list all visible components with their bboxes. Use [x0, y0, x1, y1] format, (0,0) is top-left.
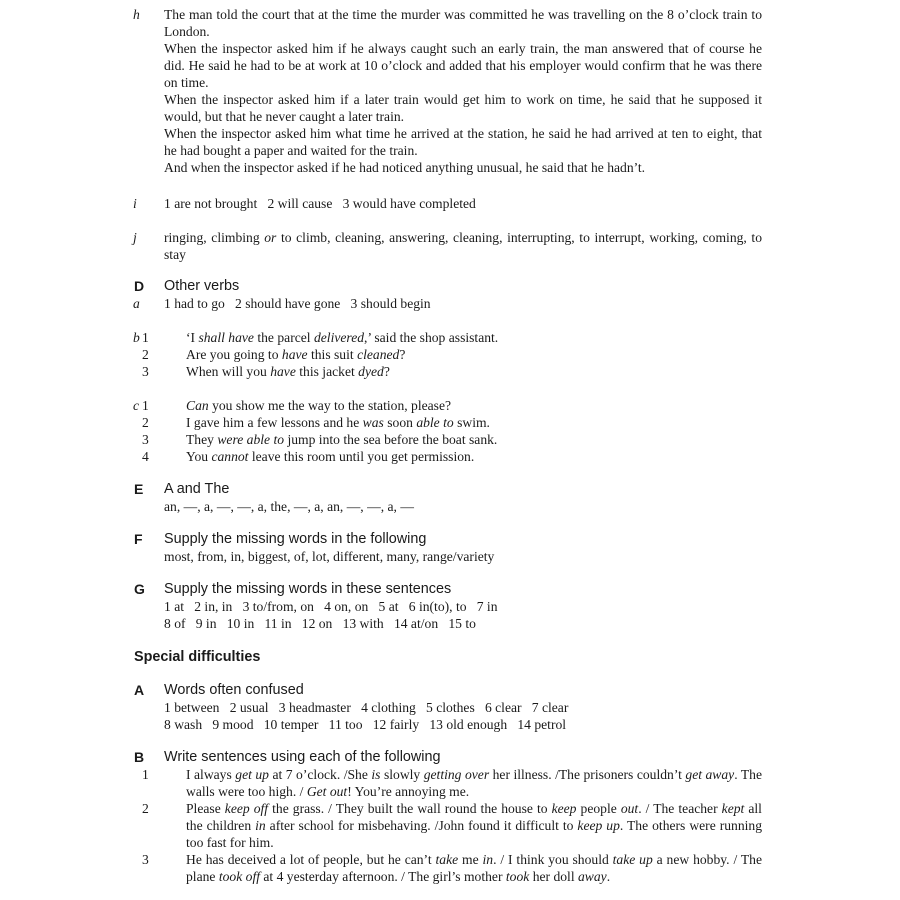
sentence-line [142, 363, 762, 380]
answer: 1 at [164, 599, 185, 614]
text-run: getting over [423, 767, 490, 782]
special-difficulties-heading: Special difficulties [134, 649, 261, 665]
answer: 9 in [195, 616, 217, 631]
sentence-line [142, 329, 762, 346]
text-run: after school for misbehaving. /John found it difficult to [265, 818, 578, 833]
sentence-line [142, 397, 762, 414]
text-run: ,’ said the shop assistant. [364, 330, 499, 345]
answer: 8 wash [164, 717, 203, 732]
text-run: me [458, 852, 483, 867]
item-number: 3 [142, 364, 149, 379]
special-section-B [0, 749, 762, 885]
text-run: leave this room until you get permission. [248, 449, 475, 464]
text-run: . / I think you should [493, 852, 613, 867]
text-run: dyed [358, 364, 384, 379]
text-run: a new hobby. / The plane [186, 852, 762, 884]
text-run: jump into the sea before the boat sank. [284, 432, 498, 447]
answer-row [164, 716, 762, 733]
text-run: keep up [577, 818, 620, 833]
text-run: in [482, 852, 494, 867]
answer: 6 clear [484, 700, 522, 715]
section-letter: D [134, 278, 145, 294]
section-marker: b [133, 330, 140, 345]
answer-text: most, from, in, biggest, of, lot, different, many, range/variety [164, 549, 495, 564]
text-run: shall have [198, 330, 254, 345]
section-i [0, 195, 762, 212]
answer-row [164, 295, 762, 312]
section-marker: i [133, 196, 137, 211]
text-run: able to [416, 415, 454, 430]
text-run: take [435, 852, 459, 867]
section-marker: c [133, 398, 140, 413]
example-sentences [142, 851, 762, 885]
text-run: . The walls were too high. / [186, 767, 762, 799]
text-run: away [578, 869, 607, 884]
text-run: is [371, 767, 381, 782]
answer: 1 between [164, 700, 220, 715]
text-run: you show me the way to the station, please? [208, 398, 452, 413]
answer: 3 would have completed [342, 196, 476, 211]
text-run: took off [218, 869, 260, 884]
answer-key-page [0, 6, 900, 885]
section-h [0, 6, 762, 178]
answer: 2 in, in [194, 599, 233, 614]
text-run: this suit [307, 347, 358, 362]
subsection-a [0, 295, 762, 312]
section-G [0, 581, 762, 632]
paragraph: When the inspector asked him what time he arrived at the station, he said he had arrived at ten to eight, that he had bought a paper and waited for the train. [164, 126, 762, 158]
text-run: her illness. /The prisoners couldn’t [489, 767, 686, 782]
special-section-A [0, 682, 762, 733]
answer: 2 usual [229, 700, 269, 715]
section-letter: G [134, 581, 145, 597]
text-run: soon [383, 415, 417, 430]
text-run: took [505, 869, 530, 884]
sentence-line [142, 414, 762, 431]
text-run: to climb, cleaning, answering, cleaning, interrupting, to interrupt, working, coming, to stay [164, 230, 762, 262]
answer: 11 in [264, 616, 292, 631]
answer: 14 at/on [393, 616, 439, 631]
text-run: out [620, 801, 639, 816]
text-run: all the children [186, 801, 762, 833]
answer: 11 too [328, 717, 363, 732]
text-run: ? [399, 347, 406, 362]
text-run: . The others were running too fast for him. [186, 818, 762, 850]
sentence-line [142, 448, 762, 465]
text-run: at 7 o’clock. /She [268, 767, 372, 782]
answer: 3 to/from, on [242, 599, 314, 614]
text-run: keep off [224, 801, 269, 816]
sentence-list [142, 397, 762, 465]
answer-row [164, 615, 762, 632]
item-number: 1 [142, 398, 149, 413]
section-F [0, 531, 762, 565]
paragraph: And when the inspector asked if he had noticed anything unusual, he said that he hadn’t. [164, 160, 646, 175]
paragraph: When the inspector asked him if he always caught such an early train, the man answered that of course he did. He said he had to be at work at 10 o’clock and added that his employer would confirm that he was there on time. [164, 41, 762, 90]
section-marker: h [133, 7, 140, 22]
section-j [0, 229, 762, 263]
paragraph: When the inspector asked him if a later train would get him to work on time, he said that he supposed it would, but that he never caught a later train. [164, 92, 762, 124]
text-run: get away [685, 767, 735, 782]
section-title: Supply the missing words in these sentences [164, 581, 452, 597]
answer: 1 are not brought [164, 196, 258, 211]
answer-row [164, 699, 762, 716]
answer-row [164, 598, 762, 615]
text-run: delivered [313, 330, 365, 345]
text-run: slowly [380, 767, 424, 782]
example-sentences [142, 766, 762, 800]
text-run: were able to [217, 432, 285, 447]
answer: 15 to [448, 616, 476, 631]
text-run: cleaned [357, 347, 400, 362]
sentence-list [142, 329, 762, 380]
answer: 13 old enough [429, 717, 508, 732]
text-run: kept [721, 801, 745, 816]
text-run: keep [551, 801, 577, 816]
text-run: take up [612, 852, 653, 867]
subsection-b [0, 329, 762, 380]
answer: 2 should have gone [235, 296, 341, 311]
text-run: ‘I [186, 330, 199, 345]
item-number: 1 [142, 330, 149, 345]
answer: 9 mood [212, 717, 254, 732]
item-number: 2 [142, 801, 149, 816]
text-run: was [362, 415, 384, 430]
answer: 1 had to go [164, 296, 225, 311]
text-run: They [186, 432, 218, 447]
text-run: You [186, 449, 212, 464]
text-run: Can [186, 398, 209, 413]
answer: 12 fairly [372, 717, 420, 732]
text-run: this jacket [295, 364, 359, 379]
answer: 7 in [476, 599, 498, 614]
answer: 7 clear [531, 700, 569, 715]
answer: 5 clothes [426, 700, 475, 715]
answer: 3 headmaster [278, 700, 351, 715]
section-title: Write sentences using each of the following [164, 749, 441, 765]
sentence-line [142, 431, 762, 448]
section-title: A and The [164, 481, 230, 497]
text-run: swim. [453, 415, 490, 430]
section-letter: F [134, 531, 143, 547]
text-run: get up [235, 767, 269, 782]
answer-row [164, 195, 762, 212]
answer-text: an, —, a, —, —, a, the, —, a, an, —, —, a, — [164, 499, 414, 514]
text-run: or [264, 230, 277, 245]
text-run: Please [186, 801, 225, 816]
answer: 10 temper [263, 717, 319, 732]
answer: 12 on [301, 616, 333, 631]
text-run: Are you going to [186, 347, 282, 362]
section-letter: A [134, 682, 145, 698]
item-number: 1 [142, 767, 149, 782]
section-title: Supply the missing words in the following [164, 531, 427, 547]
section-marker: j [133, 230, 137, 245]
answer: 6 in(to), to [408, 599, 467, 614]
text-run: her doll [529, 869, 578, 884]
text-run: When will you [186, 364, 271, 379]
section-E [0, 481, 762, 515]
answer: 8 of [164, 616, 186, 631]
section-D [0, 278, 762, 295]
text-run: I gave him a few lessons and he [186, 415, 363, 430]
item-number: 3 [142, 852, 149, 867]
section-letter: B [134, 749, 145, 765]
answer-text [164, 229, 762, 263]
sentence-line [142, 346, 762, 363]
text-run: ? [383, 364, 390, 379]
section-title: Other verbs [164, 278, 240, 294]
item-number: 4 [142, 449, 149, 464]
subsection-c [0, 397, 762, 465]
text-run: the grass. / They built the wall round the house to [268, 801, 552, 816]
text-run: ringing, climbing [164, 230, 265, 245]
text-run: have [270, 364, 296, 379]
answer: 4 clothing [361, 700, 416, 715]
paragraph: The man told the court that at the time the murder was committed he was travelling on the 8 o’clock train to London. [164, 7, 762, 39]
text-run: . [606, 869, 611, 884]
section-marker: a [133, 296, 140, 311]
text-run: Get out [306, 784, 348, 799]
text-run: people [576, 801, 621, 816]
text-run: cannot [211, 449, 249, 464]
text-run: have [281, 347, 308, 362]
answer: 13 with [342, 616, 384, 631]
answer: 3 should begin [350, 296, 431, 311]
answer: 4 on, on [324, 599, 369, 614]
answer: 14 petrol [517, 717, 567, 732]
text-run: ! You’re annoying me. [347, 784, 470, 799]
item-number: 2 [142, 347, 149, 362]
text-run: at 4 yesterday afternoon. / The girl’s mother [260, 869, 506, 884]
text-run: I always [186, 767, 236, 782]
example-sentences [142, 800, 762, 851]
text-run: He has deceived a lot of people, but he can’t [186, 852, 436, 867]
text-run: the parcel [253, 330, 314, 345]
section-title: Words often confused [164, 682, 304, 698]
text-run: . / The teacher [638, 801, 722, 816]
answer: 5 at [378, 599, 399, 614]
section-letter: E [134, 481, 144, 497]
item-number: 3 [142, 432, 149, 447]
answer: 10 in [226, 616, 255, 631]
item-number: 2 [142, 415, 149, 430]
answer: 2 will cause [267, 196, 333, 211]
text-run: in [255, 818, 266, 833]
